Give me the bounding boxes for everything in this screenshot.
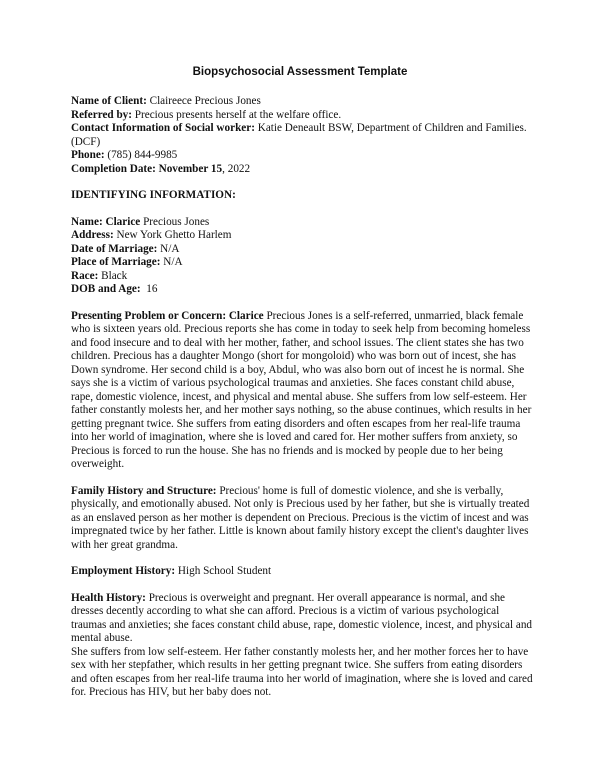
family-history-text: Precious' home is full of domestic violence, and she is verbally, physically, and emotionally abused. Not only is Precious used by her father, but she is virtually treated as an enslaved person as her mother is dependent on Precious. Precious is the victim of incest and was impregnated twice by her father. Little is known about family history except the client's daughter lives with her great grandma. xyxy=(71,484,530,551)
contact-label: Contact Information of Social worker: xyxy=(71,122,255,134)
referred-by-label: Referred by: xyxy=(71,108,132,121)
health-history-label: Health History: xyxy=(71,591,146,604)
client-name-label: Name of Client: xyxy=(71,95,147,107)
completion-date-bold: November 15 xyxy=(155,162,223,175)
identifying-heading-text: IDENTIFYING INFORMATION: xyxy=(71,189,236,201)
address-value: New York Ghetto Harlem xyxy=(113,229,232,241)
race-line xyxy=(71,270,533,284)
place-of-marriage-label: Place of Marriage: xyxy=(71,256,161,268)
health-history-paragraph xyxy=(71,592,533,646)
id-name-bold: Clarice xyxy=(102,215,141,228)
dob-age-label: DOB and Age: xyxy=(71,283,141,295)
health-history-text: Precious is overweight and pregnant. Her overall appearance is normal, and she dresses decently according to what she can afford. Precious is a victim of various psychological traumas and anxieties; she faces constant child abuse, rape, domestic violence, incest, and physical and mental abuse. xyxy=(71,591,533,644)
completion-date-line xyxy=(71,163,533,177)
document-body xyxy=(71,95,533,700)
contact-line xyxy=(71,122,533,149)
date-of-marriage-line xyxy=(71,243,533,257)
place-of-marriage-value: N/A xyxy=(160,256,183,268)
employment-history-text: High School Student xyxy=(175,565,272,577)
completion-date-rest: , 2022 xyxy=(222,162,251,175)
id-name-line xyxy=(71,216,533,230)
client-name-value: Claireece Precious Jones xyxy=(146,95,261,107)
contact-value: Katie Deneault BSW, Department of Children and Families. (DCF) xyxy=(71,122,527,148)
employment-history-line xyxy=(71,565,533,579)
place-of-marriage-line xyxy=(71,256,533,270)
address-line xyxy=(71,229,533,243)
race-value: Black xyxy=(98,269,128,282)
presenting-problem-bold: Clarice xyxy=(226,309,264,322)
date-of-marriage-value: N/A xyxy=(157,242,180,255)
referred-by-line xyxy=(71,109,533,123)
referred-by-value: Precious presents herself at the welfare office. xyxy=(132,108,342,121)
identifying-heading xyxy=(71,189,533,203)
client-name-line xyxy=(71,95,533,109)
id-name-label: Name: xyxy=(71,215,103,228)
address-label: Address: xyxy=(71,229,114,241)
date-of-marriage-label: Date of Marriage: xyxy=(71,242,158,255)
phone-value: (785) 844-9985 xyxy=(104,149,178,161)
document-title: Biopsychosocial Assessment Template xyxy=(192,66,408,78)
family-history-label: Family History and Structure: xyxy=(71,484,217,497)
phone-label: Phone: xyxy=(71,149,105,161)
phone-line xyxy=(71,149,533,163)
id-name-value: Precious Jones xyxy=(140,215,210,228)
family-history-paragraph xyxy=(71,485,533,553)
completion-date-label: Completion Date: xyxy=(71,162,156,175)
dob-age-value: 16 xyxy=(140,283,158,295)
dob-age-line xyxy=(71,283,533,297)
presenting-problem-text: Precious Jones is a self-referred, unmarried, black female who is sixteen years old. Precious reports she has come in today to seek help from becoming homeless and food insecure and to deal with her mother, father, and school issues. The client states she has two children. Precious has a daughter Mongo (short for mongoloid) who was born out of incest, she has Down syndrome. Her second child is a boy, Abdul, who was also born out of incest he is normal. She says she is a victim of various psychological traumas and anxieties. She faces constant child abuse, rape, domestic violence, incest, and physical and mental abuse. She suffers from low self-esteem. Her father constantly molests her, and her mother says nothing, so the abuse continues, which results in her getting pregnant twice. She suffers from eating disorders and often escapes from her real-life trauma into her world of imagination, where she is loved and cared for. Her mother suffers from anxiety, so Precious is forced to run the house. She has no friends and is mocked by people due to her being overweight. xyxy=(71,309,532,470)
presenting-problem-label: Presenting Problem or Concern: xyxy=(71,309,227,322)
health-history-paragraph-2: She suffers from low self-esteem. Her father constantly molests her, and her mother forces her to have sex with her stepfather, which results in her getting pregnant twice. She suffers from eating disorders and often escapes from her real-life trauma into her world of imagination, where she is loved and cared for. Precious has HIV, but her baby does not. xyxy=(71,645,533,698)
employment-history-label: Employment History: xyxy=(71,565,176,577)
race-label: Race: xyxy=(71,269,99,282)
presenting-problem-paragraph xyxy=(71,310,533,472)
